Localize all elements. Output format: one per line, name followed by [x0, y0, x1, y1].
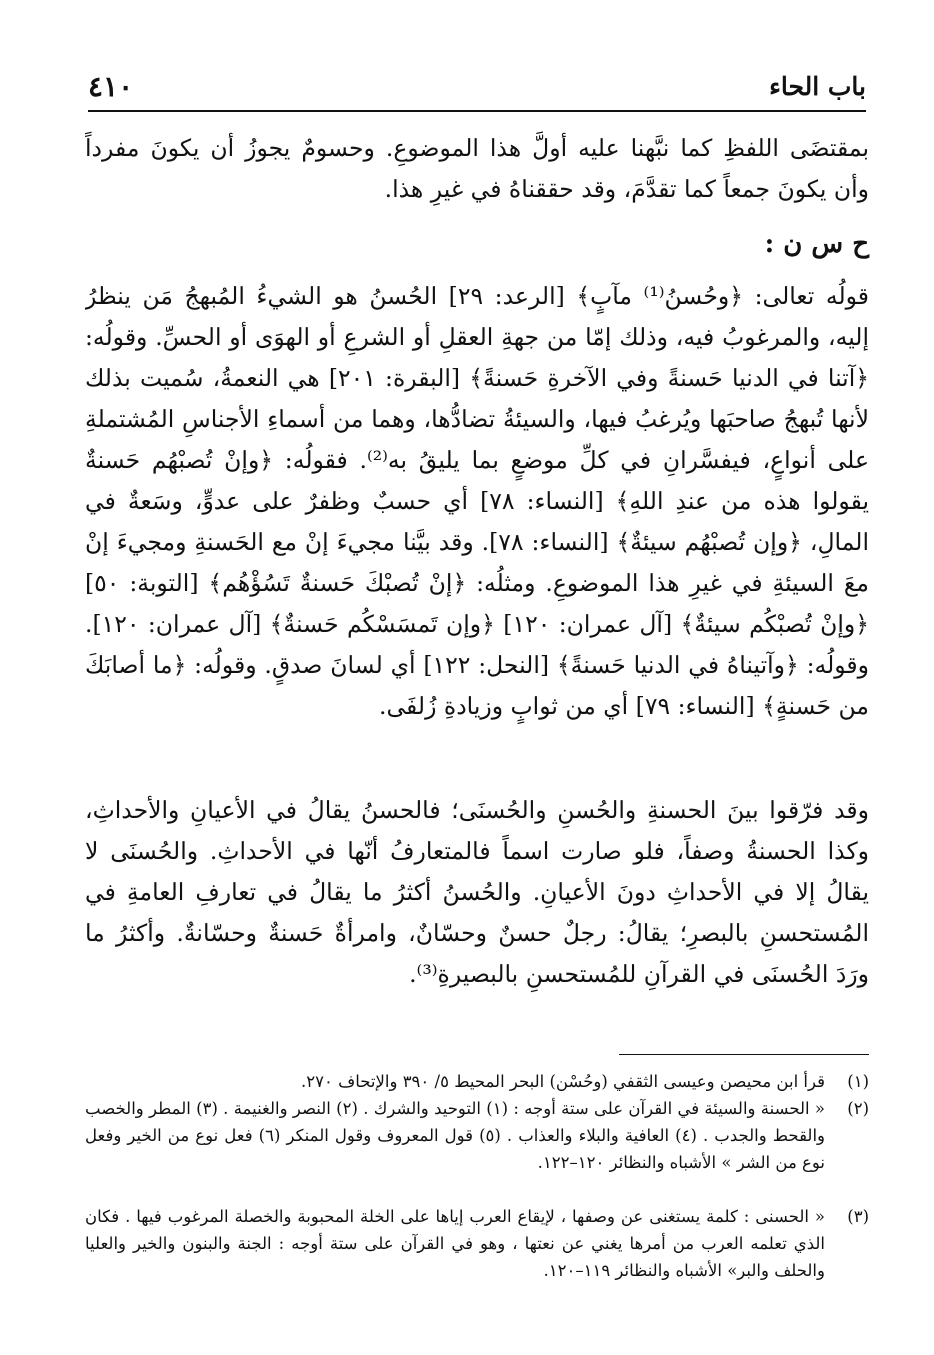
footnote-number: (١) — [847, 1072, 869, 1091]
paragraph-intro: بمقتضَى اللفظِ كما نبَّهنا عليه أولَّ هذا الموضوعِ. وحسومٌ يجوزُ أن يكونَ مفرداً وأن يكونَ جمعاً كما تقدَّمَ، وقد حققناهُ في غيرِ هذا. — [85, 134, 869, 203]
footnote-2 — [85, 1095, 869, 1203]
paragraph-differences: وقد فرّقوا بينَ الحسنةِ والحُسنِ والحُسنَى؛ فالحسنُ يقالُ في الأعيانِ والأحداثِ، وكذا الحسنةُ وصفاً، فلو صارت اسماً فالمتعارفُ أنّها في الأحداثِ. والحُسنَى لا يقالُ إلا في الأحداثِ دونَ الأعيانِ. والحُسنُ أكثرُ ما يقالُ في تعارفِ العامةِ في المُستحسنِ بالبصرِ؛ يقالُ: رجلٌ حسنٌ وحسّانٌ، وامرأةٌ حَسنةٌ وحسّانةٌ. وأكثرُ ما ورَدَ الحُسنَى في القرآنِ للمُستحسنِ بالبصيرةِ⁽³⁾. — [85, 796, 869, 988]
main-text — [85, 128, 869, 1030]
section-heading: ح س ن : — [764, 229, 869, 259]
footnote-list — [85, 1068, 869, 1284]
paragraph-main: قولُه تعالى: ﴿وحُسنُ⁽¹⁾ مآبٍ﴾ [الرعد: ٢٩] الحُسنُ هو الشيءُ المُبهجُ مَن ينظرُ إليه، والمرغوبُ فيه، وذلك إمّا من جهةِ العقلِ أو الشرعِ أو الهوَى أو الحسِّ. وقولُه: ﴿آتنا في الدنيا حَسنةً وفي الآخرةِ حَسنةً﴾ [البقرة: ٢٠١] هي النعمةُ، سُميت بذلك لأنها تُبهجُ صاحبَها ويُرغبُ فيها، والسيئةُ تضادُّها، وهما من أسماءِ الأجناسِ المُشتملةِ على أنواعٍ، فيفسَّرانِ في كلِّ موضعٍ بما يليقُ به⁽²⁾. فقولُه: ﴿وإنْ تُصبْهُم حَسنةٌ يقولوا هذه من عندِ اللهِ﴾ [النساء: ٧٨] أي حسبٌ وظفرٌ على عدوٍّ، وسَعةٌ في المالِ، ﴿وإن تُصبْهُم سيئةٌ﴾ [النساء: ٧٨]. وقد بيَّنا مجيءَ إنْ مع الحَسنةِ ومجيءَ إنْ معَ السيئةِ في غيرِ هذا الموضوعِ. ومثلُه: ﴿إنْ تُصبْكَ حَسنةٌ تَسُؤْهُم﴾ [التوبة: ٥٠] ﴿وإنْ تُصبْكُم سيئةٌ﴾ [آل عمران: ١٢٠] ﴿وإن تَمسَسْكُم حَسنةٌ﴾ [آل عمران: ١٢٠]. وقولُه: ﴿وآتيناهُ في الدنيا حَسنةً﴾ [النحل: ١٢٢] أي لسانَ صدقٍ. وقولُه: ﴿ما أصابَكَ من حَسنةٍ﴾ [النساء: ٧٩] أي من ثوابٍ وزيادةِ زُلفَى. — [85, 282, 869, 720]
page-header — [88, 70, 866, 112]
footnote-3 — [85, 1203, 869, 1284]
footnote-text: قرأ ابن محيصن وعيسى الثقفي (وحُسْن) البحر المحيط ٥/ ٣٩٠ والإتحاف ٢٧٠. — [301, 1072, 825, 1091]
footnote-1 — [85, 1068, 869, 1095]
footnote-number: (٣) — [847, 1207, 869, 1226]
chapter-title: باب الحاء — [769, 72, 866, 101]
footnote-text: « الحسنة والسيئة في القرآن على ستة أوجه : (١) التوحيد والشرك . (٢) النصر والغنيمة . (٣) المطر والخصب والقحط والجدب . (٤) العافية والبلاء والعذاب . (٥) قول المعروف وقول المنكر (٦) فعل نوع من الخير وفعل نوع من الشر » الأشباه والنظائر ١٢٠–١٢٢. — [85, 1099, 825, 1172]
page-number: ٤١٠ — [88, 70, 134, 103]
footnote-separator — [619, 1054, 869, 1055]
footnote-number: (٢) — [847, 1099, 869, 1118]
footnote-text: « الحسنى : كلمة يستغنى عن وصفها ، لإيقاع العرب إياها على الخلة المحبوبة والخصلة المرغوب فيها . فكان الذي تعلمه العرب من أمرها يغني عن نعتها ، وهو في القرآن على ستة أوجه : الجنة والبنون والخير والعليا والحلف والبر» الأشباه والنظائر ١١٩–١٢٠. — [85, 1207, 825, 1280]
